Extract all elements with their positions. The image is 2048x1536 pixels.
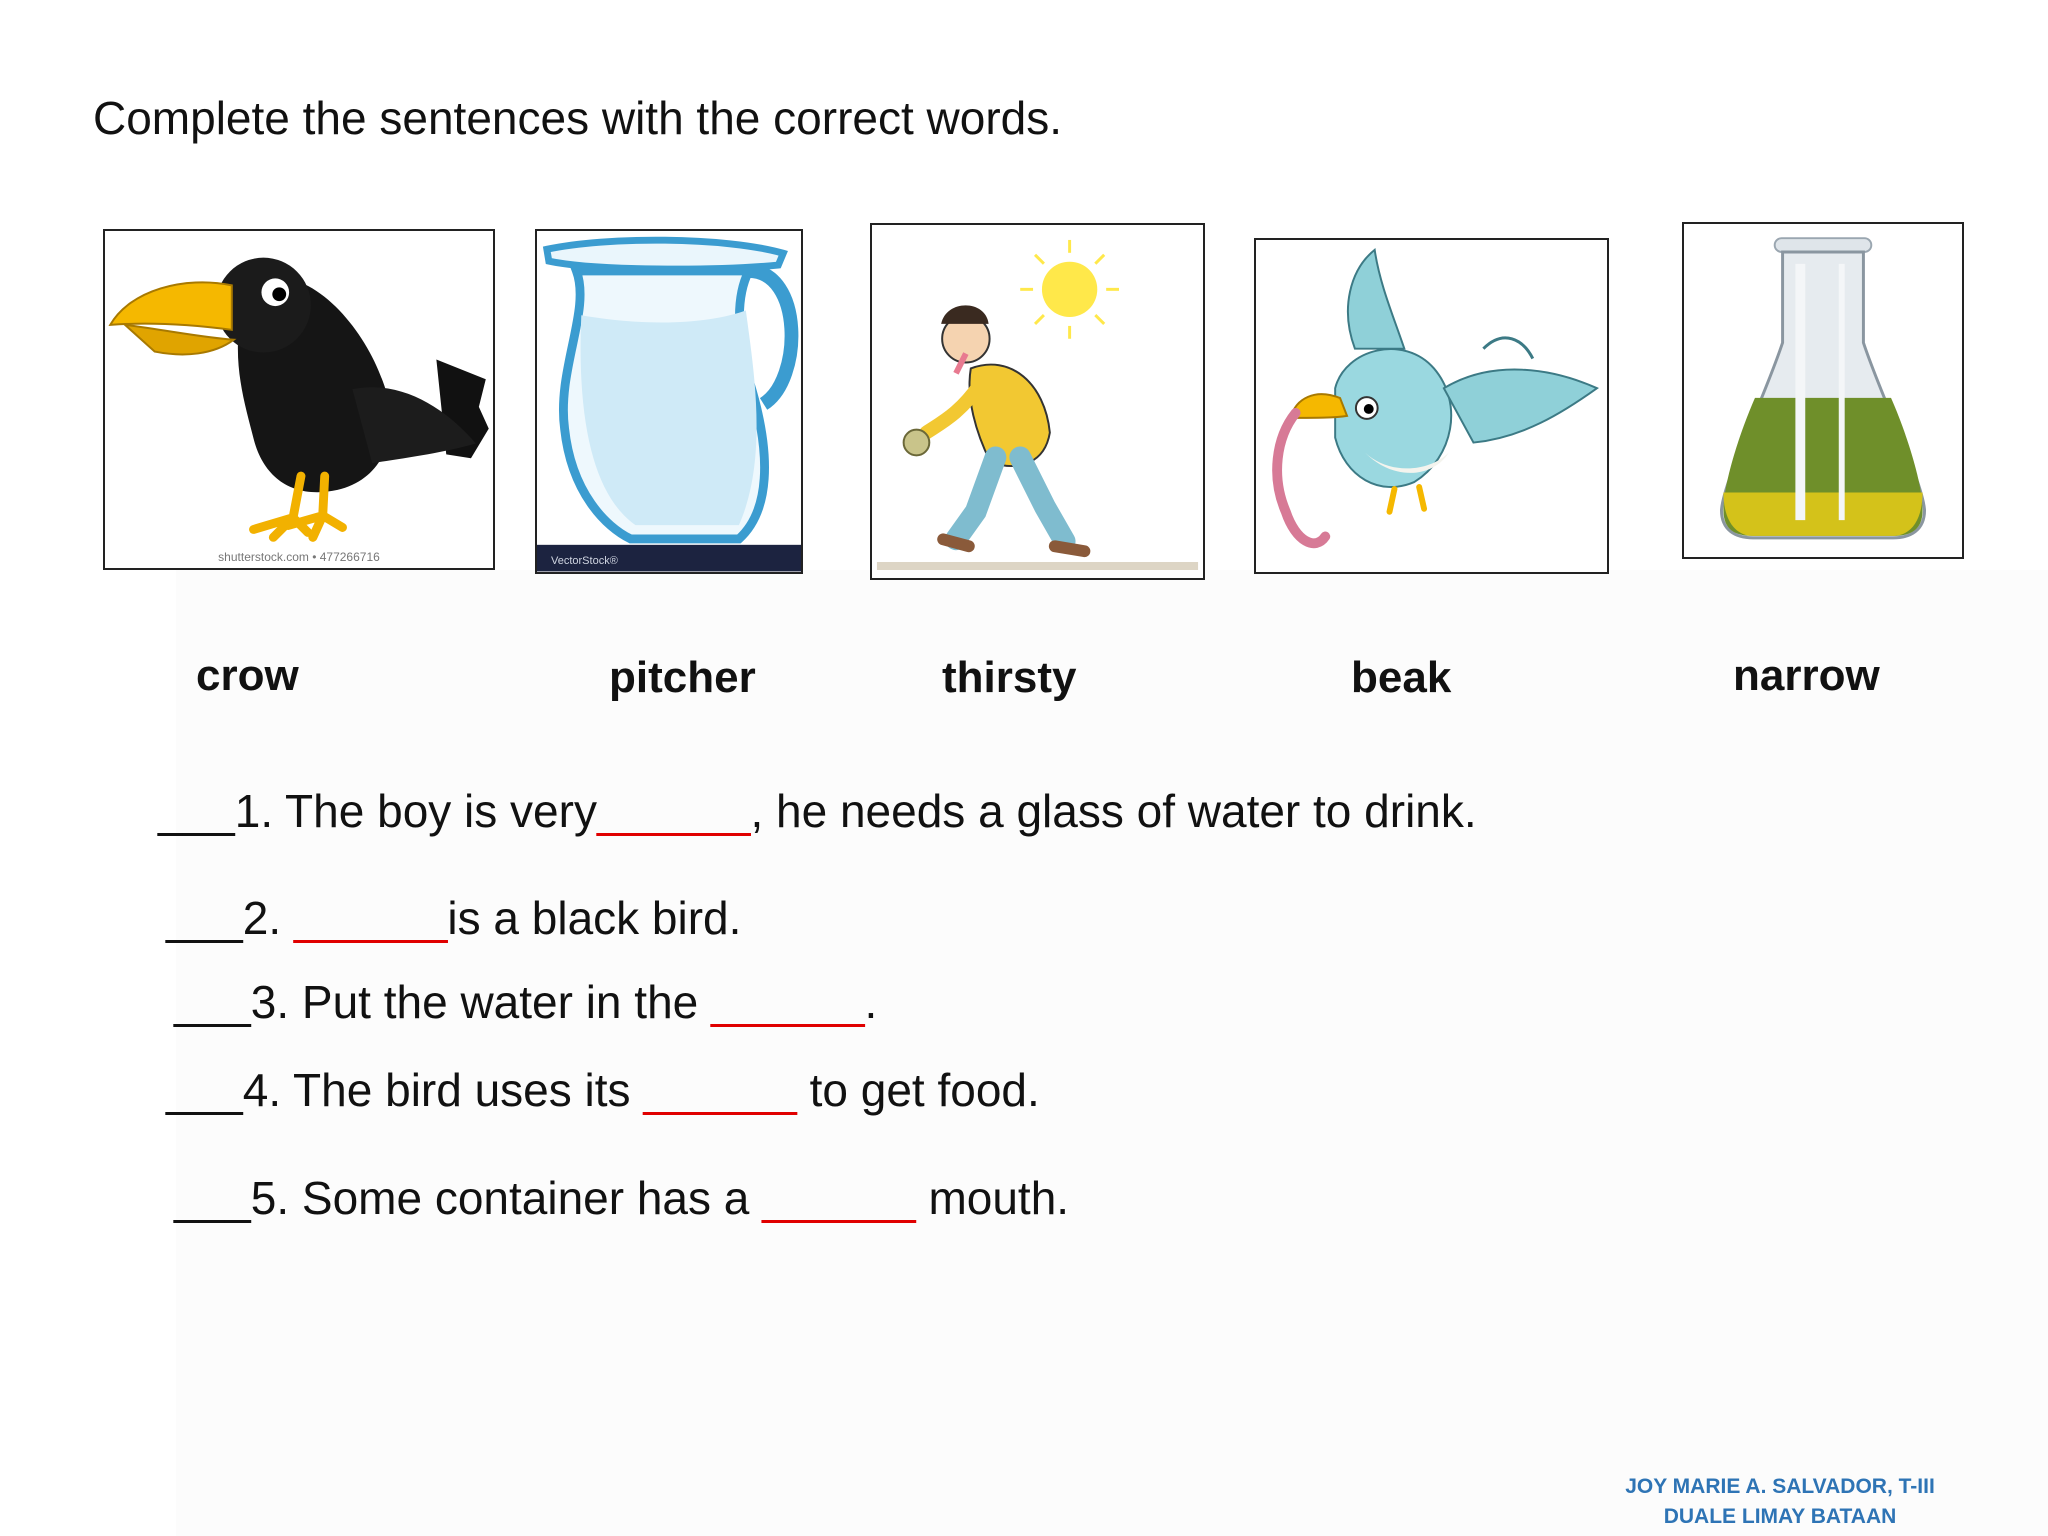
pitcher-picture [535,229,803,574]
crow-picture [103,229,495,570]
sentence-1-prefix: ___1. The boy is very [158,785,597,837]
sentence-4-prefix: ___4. The bird uses its [166,1064,644,1116]
sentence-1-suffix: , he needs a glass of water to drink. [750,785,1477,837]
bird-beak-icon [1256,240,1607,572]
word-thirsty: thirsty [942,653,1077,702]
sentence-3-prefix: ___3. Put the water in the [174,976,712,1028]
instruction-text: Complete the sentences with the correct words. [93,92,1063,144]
thirsty-picture [870,223,1205,580]
sentence-1 [158,781,1477,841]
sentence-3-suffix: . [864,976,878,1028]
background-panel [176,570,2048,1536]
sentence-3-blank: ______ [711,976,865,1028]
author-credit [1590,1472,1970,1532]
sentence-2-blank: ______ [293,892,448,944]
thirsty-man-icon [872,225,1203,578]
crow-watermark: shutterstock.com • 477266716 [218,550,380,564]
author-credit-line-1: JOY MARIE A. SALVADOR, T-III [1625,1475,1935,1498]
narrow-picture [1682,222,1964,559]
sentence-1-blank: ______ [596,785,751,837]
beak-picture [1254,238,1609,574]
author-credit-line-2: DUALE LIMAY BATAAN [1663,1505,1897,1528]
word-pitcher: pitcher [609,653,756,702]
sentence-4-blank: ______ [643,1064,797,1116]
word-beak: beak [1351,653,1452,702]
pitcher-icon [537,231,801,572]
sentence-5-suffix: mouth. [915,1172,1070,1224]
sentence-4-suffix: to get food. [796,1064,1040,1116]
sentence-2 [166,888,741,948]
crow-icon [105,231,493,568]
sentence-4 [166,1060,1040,1120]
narrow-flask-icon [1684,224,1962,557]
sentence-2-suffix: is a black bird. [447,892,742,944]
sentence-5 [174,1168,1069,1228]
pitcher-watermark: VectorStock® [551,555,618,567]
sentence-5-prefix: ___5. Some container has a [174,1172,763,1224]
word-narrow: narrow [1733,651,1880,700]
sentence-3 [174,972,877,1032]
word-crow: crow [196,651,299,700]
sentence-2-prefix: ___2. [166,892,294,944]
sentence-5-blank: ______ [762,1172,916,1224]
